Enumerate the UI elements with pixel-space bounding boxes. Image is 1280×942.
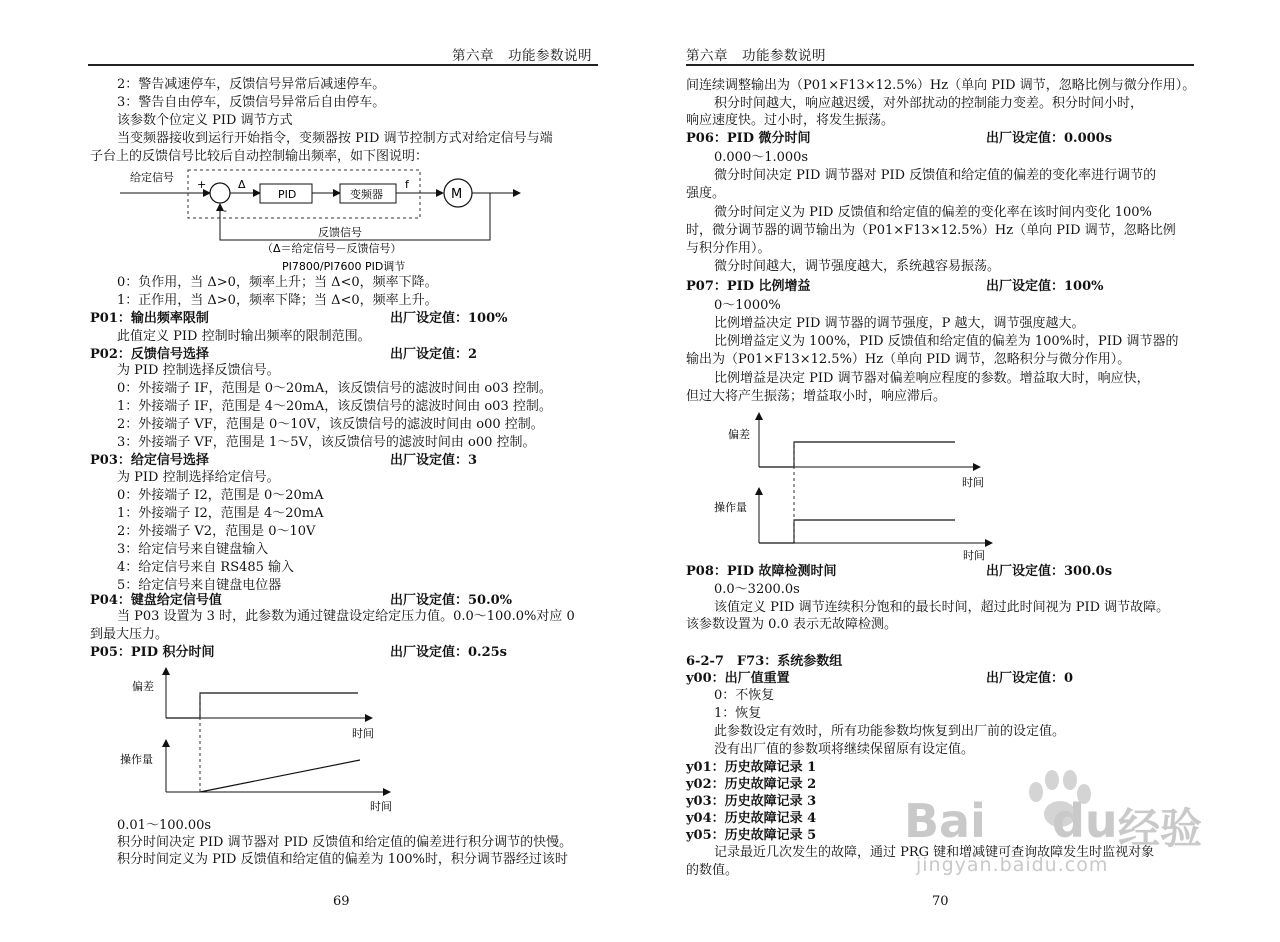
p06-desc-6: 微分时间越大，调节强度越大，系统越容易振荡。 <box>714 259 1001 274</box>
p03-default: 出厂设定值：3 <box>390 453 478 468</box>
p05-desc-2: 积分时间定义为 PID 反馈值和给定值的偏差为 100%时，积分调节器经过该时 <box>117 852 568 867</box>
p06-desc-4: 时，微分调节器的调节输出为（P01×F13×12.5%）Hz（单向 PID 调节，忽略比例 <box>686 223 1176 238</box>
p08-desc-1: 该值定义 PID 调节连续积分饱和的最长时间，超过此时间视为 PID 调节故障。 <box>714 600 1170 615</box>
diagram-input-label: 给定信号 <box>130 171 174 184</box>
feedback-label: 反馈信号 <box>318 226 362 239</box>
mode-0-text: 0：负作用，当 Δ>0，频率上升；当 Δ<0，频率下降。 <box>117 275 438 290</box>
diagram-caption: PI7800/PI7600 PID调节 <box>282 260 406 273</box>
page-number: 69 <box>333 894 350 909</box>
p04-default: 出厂设定值：50.0% <box>390 593 513 608</box>
p03-option: 0：外接端子 I2，范围是 0～20mA <box>117 488 324 503</box>
f-label: f <box>405 178 409 191</box>
intro-line-2: 3：警告自由停车，反馈信号异常后自由停车。 <box>117 95 386 110</box>
p03-desc: 为 PID 控制选择给定信号。 <box>117 470 280 485</box>
p01-desc: 此值定义 PID 控制时输出频率的限制范围。 <box>117 329 371 344</box>
p07-desc-5: 但过大将产生振荡；增益取小时，响应滞后。 <box>686 389 947 404</box>
intro-line-3: 该参数个位定义 PID 调节方式 <box>117 113 293 128</box>
p05-range: 0.01～100.00s <box>117 818 212 833</box>
p07-title: P07：PID 比例增益 <box>686 279 811 294</box>
page-header: 第六章 功能参数说明 <box>686 48 826 64</box>
p03-option: 3：给定信号来自键盘输入 <box>117 542 269 557</box>
p01-title: P01：输出频率限制 <box>90 311 209 326</box>
p07-desc-1: 比例增益决定 PID 调节器的调节强度，P 越大，调节强度越大。 <box>714 316 1085 331</box>
history-desc-1: 记录最近几次发生的故障，通过 PRG 键和增减键可查询故障发生时监视对象 <box>714 845 1155 860</box>
p06-range: 0.000～1.000s <box>714 150 809 165</box>
p02-default: 出厂设定值：2 <box>390 347 478 362</box>
p02-option: 3：外接端子 VF，范围是 1～5V，该反馈信号的滤波时间由 o00 控制。 <box>117 435 536 450</box>
motor-label: M <box>451 187 463 202</box>
graph-time-label-2: 时间 <box>370 800 392 813</box>
history-record-item: y02：历史故障记录 2 <box>686 777 817 792</box>
p03-title: P03：给定信号选择 <box>90 453 209 468</box>
graph-time-label-2: 时间 <box>963 549 985 562</box>
p06-desc-5: 与积分作用）。 <box>686 241 771 256</box>
watermark <box>904 770 1234 890</box>
p02-option: 2：外接端子 VF，范围是 0～10V，该反馈信号的滤波时间由 o00 控制。 <box>117 417 544 432</box>
p03-option: 2：外接端子 V2，范围是 0～10V <box>117 524 316 539</box>
continued-text-3: 响应速度快。过小时，将发生振荡。 <box>686 113 895 128</box>
p07-desc-3: 输出为（P01×F13×12.5%）Hz（单向 PID 调节，忽略积分与微分作用）。 <box>686 352 1131 367</box>
y00-default: 出厂设定值：0 <box>986 671 1074 686</box>
history-record-item: y01：历史故障记录 1 <box>686 760 817 775</box>
graph-time-label: 时间 <box>962 476 984 489</box>
history-record-item: y03：历史故障记录 3 <box>686 794 817 809</box>
p07-default: 出厂设定值：100% <box>986 279 1104 294</box>
minus-sign: - <box>223 204 227 217</box>
p01-default: 出厂设定值：100% <box>390 311 508 326</box>
continued-text-1: 间连续调整输出为（P01×F13×12.5%）Hz（单向 PID 调节，忽略比例与微分作用）。 <box>686 78 1196 93</box>
p08-title: P08：PID 故障检测时间 <box>686 564 837 579</box>
p07-desc-2: 比例增益定义为 100%，PID 反馈值和给定值的偏差为 100%时，PID 调节器的 <box>714 334 1179 349</box>
p02-desc: 为 PID 控制选择反馈信号。 <box>117 363 280 378</box>
p04-desc-2: 到最大压力。 <box>90 627 169 642</box>
p02-option: 1：外接端子 IF，范围是 4～20mA，该反馈信号的滤波时间由 o03 控制。 <box>117 399 552 414</box>
p05-default: 出厂设定值：0.25s <box>390 645 507 660</box>
right-page <box>640 0 1280 942</box>
p06-desc-1: 微分时间决定 PID 调节器对 PID 反馈值和给定值的偏差的变化率进行调节的 <box>714 168 1157 183</box>
graph-output-label: 操作量 <box>120 753 153 766</box>
graph-output-label: 操作量 <box>714 501 747 514</box>
y00-title: y00：出厂值重置 <box>686 671 790 686</box>
output-step-line <box>759 520 955 543</box>
p05-desc-1: 积分时间决定 PID 调节器对 PID 反馈值和给定值的偏差进行积分调节的快慢。 <box>117 835 573 850</box>
watermark-jingyan: 经验 <box>1118 804 1203 853</box>
intro-line-4: 当变频器接收到运行开始指令，变频器按 PID 调节控制方式对给定信号与端 <box>117 131 553 146</box>
y00-option-1: 1：恢复 <box>714 706 762 721</box>
graph-error-label: 偏差 <box>728 428 750 441</box>
p07-range: 0～1000% <box>714 298 781 313</box>
p06-default: 出厂设定值：0.000s <box>986 131 1113 146</box>
proportional-gain-graph <box>640 0 1280 570</box>
pid-block-label: PID <box>278 188 297 201</box>
page-header: 第六章 功能参数说明 <box>452 48 592 64</box>
inverter-block-label: 变频器 <box>350 188 383 201</box>
p04-title: P04：键盘给定信号值 <box>90 593 222 608</box>
p03-option: 4：给定信号来自 RS485 输入 <box>117 560 295 575</box>
p05-title: P05：PID 积分时间 <box>90 645 215 660</box>
history-desc-2: 的数值。 <box>686 863 739 878</box>
y00-desc-2: 没有出厂值的参数项将继续保留原有设定值。 <box>714 742 975 757</box>
p08-desc-2: 该参数设置为 0.0 表示无故障检测。 <box>686 617 897 632</box>
plus-sign: + <box>197 178 207 191</box>
p02-option: 0：外接端子 IF，范围是 0～20mA，该反馈信号的滤波时间由 o03 控制。 <box>117 381 552 396</box>
page-number: 70 <box>932 894 949 909</box>
watermark-brand-2: du <box>1052 794 1118 848</box>
error-step-line <box>166 693 358 718</box>
error-step-line <box>759 442 955 467</box>
p04-desc-1: 当 P03 设置为 3 时，此参数为通过键盘设定给定压力值。0.0～100.0%对应 0 <box>117 609 575 624</box>
p06-title: P06：PID 微分时间 <box>686 131 811 146</box>
watermark-url: jingyan.baidu.com <box>916 854 1109 876</box>
delta-label: Δ <box>238 178 246 191</box>
p06-desc-3: 微分时间定义为 PID 反馈值和给定值的偏差的变化率在该时间内变化 100% <box>714 205 1152 220</box>
watermark-brand: Bai <box>904 794 986 848</box>
y00-desc-1: 此参数设定有效时，所有功能参数均恢复到出厂前的设定值。 <box>714 724 1066 739</box>
p03-option: 1：外接端子 I2，范围是 4～20mA <box>117 506 324 521</box>
continued-text-2: 积分时间越大，响应越迟缓，对外部扰动的控制能力变差。积分时间小时， <box>714 96 1144 111</box>
graph-time-label: 时间 <box>352 727 374 740</box>
p07-desc-4: 比例增益是决定 PID 调节器对偏差响应程度的参数。增益取大时，响应快， <box>714 371 1150 386</box>
p08-range: 0.0～3200.0s <box>714 582 800 597</box>
history-record-item: y04：历史故障记录 4 <box>686 811 817 826</box>
intro-line-1: 2：警告减速停车，反馈信号异常后减速停车。 <box>117 77 386 92</box>
y00-option-0: 0：不恢复 <box>714 688 775 703</box>
history-record-item: y05：历史故障记录 5 <box>686 828 817 843</box>
section-heading: 6-2-7 F73：系统参数组 <box>686 654 843 669</box>
graph-error-label: 偏差 <box>132 680 154 693</box>
intro-line-5: 子台上的反馈信号比较后自动控制输出频率，如下图说明： <box>90 149 429 164</box>
p03-option: 5：给定信号来自键盘电位器 <box>117 578 282 593</box>
output-ramp-line <box>200 760 360 792</box>
mode-1-text: 1：正作用，当 Δ>0，频率下降；当 Δ<0，频率上升。 <box>117 293 438 308</box>
p08-default: 出厂设定值：300.0s <box>986 564 1113 579</box>
p02-title: P02：反馈信号选择 <box>90 347 209 362</box>
p06-desc-2: 强度。 <box>686 186 726 201</box>
delta-formula: （Δ＝给定信号－反馈信号） <box>262 242 402 255</box>
integral-time-graph <box>0 0 640 820</box>
